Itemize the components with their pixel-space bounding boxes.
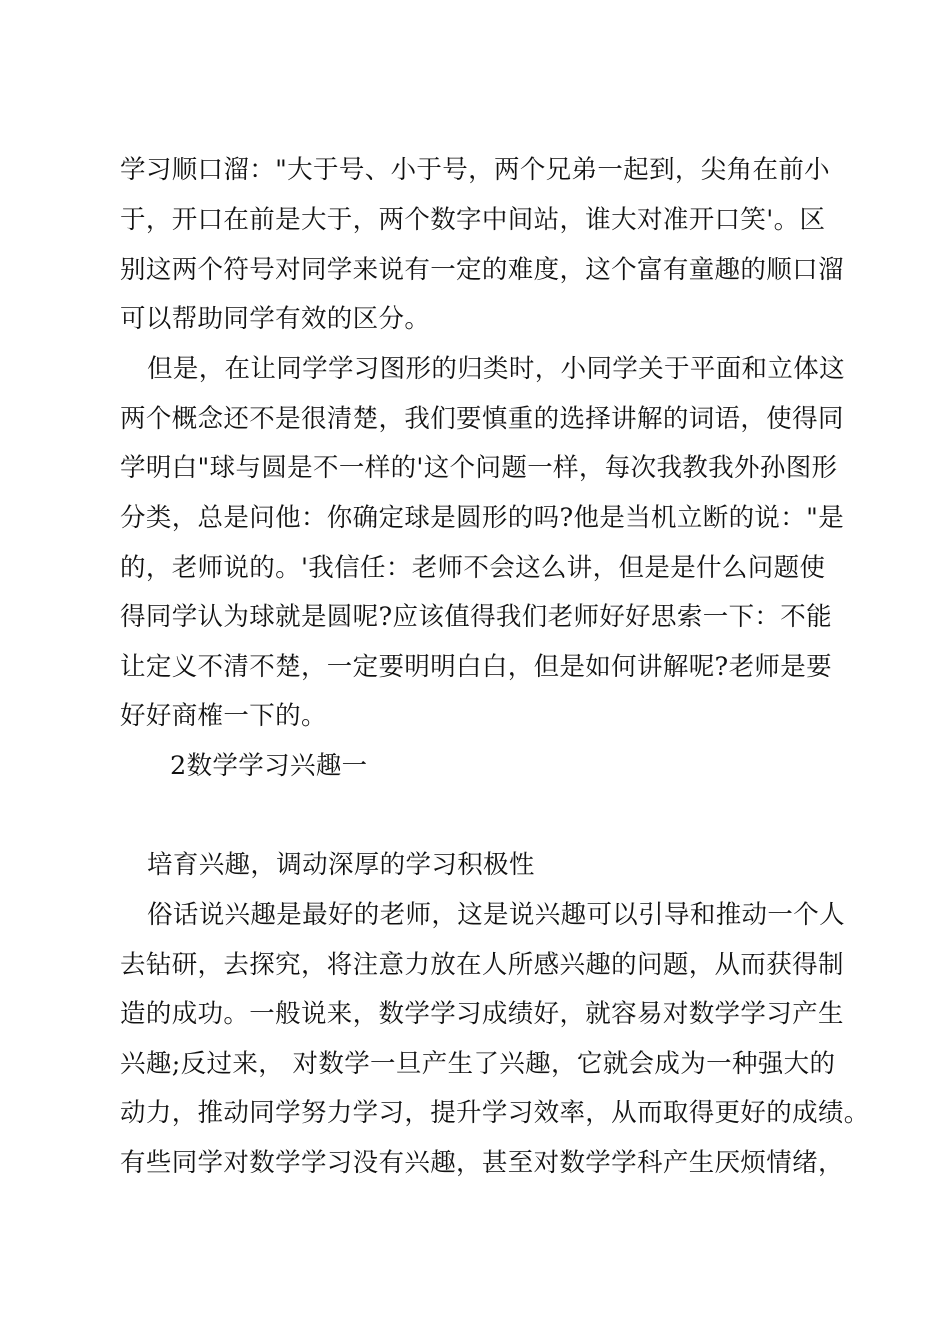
text-line: 去钻研，去探究，将注意力放在人所感兴趣的问题，从而获得制 xyxy=(120,950,844,980)
text-line: 兴趣;反过来， 对数学一旦产生了兴趣，它就会成为一种强大的 xyxy=(120,1049,836,1079)
section-heading: 2数学学习兴趣一 xyxy=(170,751,368,781)
text-line: 造的成功。一般说来，数学学习成绩好，就容易对数学学习产生 xyxy=(120,999,844,1029)
text-line: 学习顺口溜："大于号、小于号，两个兄弟一起到，尖角在前小 xyxy=(120,155,831,185)
text-line: 好好商榷一下的。 xyxy=(120,701,327,731)
text-line: 的，老师说的。'我信任：老师不会这么讲，但是是什么问题使 xyxy=(120,553,826,583)
text-line: 别这两个符号对同学来说有一定的难度，这个富有童趣的顺口溜 xyxy=(120,255,844,285)
text-line: 得同学认为球就是圆呢?应该值得我们老师好好思索一下：不能 xyxy=(120,602,832,632)
text-line: 让定义不清不楚，一定要明明白白，但是如何讲解呢?老师是要 xyxy=(120,652,832,682)
section-subheading: 培育兴趣，调动深厚的学习积极性 xyxy=(147,850,535,880)
paragraph-first-line: 但是，在让同学学习图形的归类时，小同学关于平面和立体这 xyxy=(147,354,845,384)
text-line: 有些同学对数学学习没有兴趣，甚至对数学学科产生厌烦情绪， xyxy=(120,1148,844,1178)
text-line: 学明白"球与圆是不一样的'这个问题一样，每次我教我外孙图形 xyxy=(120,453,838,483)
text-line: 于，开口在前是大于，两个数字中间站，谁大对准开口笑'。区 xyxy=(120,205,826,235)
text-line: 动力，推动同学努力学习，提升学习效率，从而取得更好的成绩。 xyxy=(120,1098,870,1128)
text-line: 可以帮助同学有效的区分。 xyxy=(120,304,431,334)
text-line: 两个概念还不是很清楚，我们要慎重的选择讲解的词语，使得同 xyxy=(120,404,844,434)
text-line: 分类，总是问他：你确定球是圆形的吗?他是当机立断的说："是 xyxy=(120,503,845,533)
paragraph-first-line: 俗话说兴趣是最好的老师，这是说兴趣可以引导和推动一个人 xyxy=(147,900,845,930)
